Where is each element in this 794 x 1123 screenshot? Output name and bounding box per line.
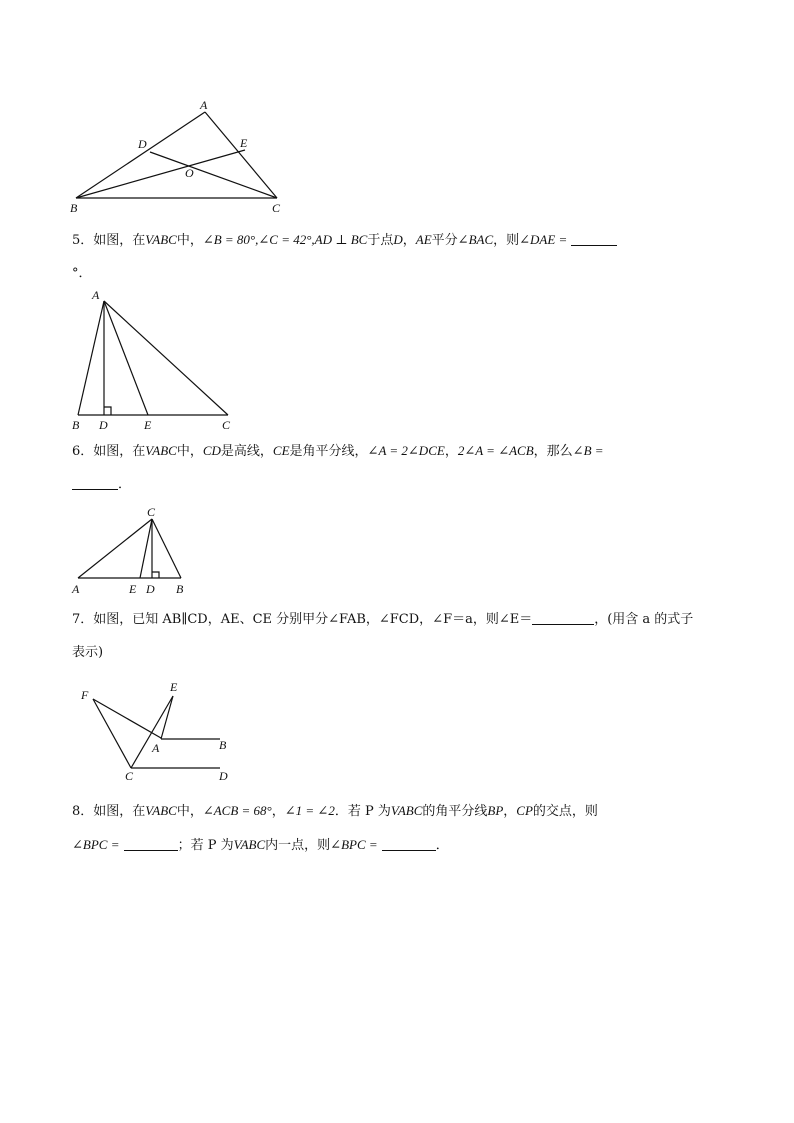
label-f: F	[81, 688, 89, 702]
q6-text: 是高线，	[220, 444, 273, 459]
label-a: A	[200, 98, 208, 112]
question-6-line-2	[72, 468, 724, 501]
label-c: C	[272, 201, 281, 215]
question-8	[72, 794, 724, 862]
q5-angle-bac: ∠BAC	[457, 232, 494, 247]
label-o: O	[185, 166, 194, 180]
q8-text: 的角平分线	[422, 804, 488, 819]
label-e: E	[170, 680, 178, 694]
q6-end: ．	[118, 477, 132, 492]
q6-text: 是角平分线，	[289, 444, 368, 459]
q8-text: 内一点，则	[265, 838, 331, 853]
question-6	[72, 434, 724, 501]
q5-degree: °．	[72, 266, 92, 281]
q8-text: ；若 P 为	[177, 838, 234, 853]
q8-end: ．	[435, 838, 449, 853]
label-d: D	[99, 418, 108, 432]
q8-math-1: ∠ACB = 68°	[202, 803, 272, 818]
label-b: B	[70, 201, 78, 215]
q8-math-2: ∠1 = ∠2	[284, 803, 335, 818]
q5-angle-dae: ∠DAE =	[519, 232, 568, 247]
label-a: A	[152, 741, 160, 755]
question-5-line-1	[72, 223, 724, 257]
q8-triangle: VABC	[233, 837, 266, 852]
label-e: E	[129, 582, 137, 596]
q5-math: ∠B = 80°,∠C = 42°,AD ⊥ BC	[202, 232, 368, 247]
q5-text: 5．如图，在	[72, 233, 146, 248]
q6-math-2: 2∠A = ∠ACB	[457, 443, 534, 458]
question-7	[72, 603, 724, 669]
label-b: B	[72, 418, 80, 432]
q7-text-end: ，(用含 a 的式子	[594, 612, 694, 627]
q8-triangle: VABC	[390, 803, 423, 818]
q5-text: 中，	[176, 233, 203, 248]
triangle-figure-abc-o	[60, 95, 300, 220]
answer-blank-q8-2[interactable]	[382, 838, 436, 851]
label-c: C	[147, 505, 156, 519]
answer-blank-q6[interactable]	[72, 477, 118, 490]
q8-cp: CP	[516, 803, 533, 818]
triangle-figure-q6	[70, 503, 200, 598]
q6-text: ，那么	[533, 444, 573, 459]
q5-ae: AE	[415, 232, 432, 247]
label-a: A	[72, 582, 80, 596]
question-8-line-1	[72, 794, 724, 828]
answer-blank-q7[interactable]	[532, 612, 594, 625]
label-b: B	[176, 582, 184, 596]
q8-text: ，	[271, 804, 285, 819]
question-7-line-1	[72, 603, 724, 636]
label-d: D	[146, 582, 155, 596]
answer-blank-q8-1[interactable]	[124, 838, 178, 851]
q8-math-3: ∠BPC =	[72, 837, 120, 852]
q8-text: ，	[503, 804, 517, 819]
label-b: B	[219, 738, 227, 752]
label-c: C	[125, 769, 134, 783]
q8-triangle: VABC	[145, 803, 177, 818]
question-6-line-1	[72, 434, 724, 468]
q8-bp: BP	[487, 803, 504, 818]
q8-text: 中，	[176, 804, 203, 819]
q7-text-line-2: 表示)	[72, 645, 104, 660]
q6-math-1: ∠A = 2∠DCE	[367, 443, 445, 458]
q5-text: 于点	[367, 233, 394, 248]
label-d: D	[138, 137, 147, 151]
q6-cd: CD	[202, 443, 221, 458]
q8-text: ．若 P 为	[334, 804, 391, 819]
question-5	[72, 223, 724, 290]
q8-math-4: ∠BPC =	[330, 837, 378, 852]
q5-point-d: D	[393, 232, 403, 247]
q6-ce: CE	[272, 443, 290, 458]
q6-text: 6．如图，在	[72, 444, 146, 459]
q5-text: ，	[402, 233, 416, 248]
label-a: A	[92, 288, 100, 302]
q6-math-3: ∠B =	[572, 443, 604, 458]
label-d: D	[219, 769, 228, 783]
q6-text: ，	[444, 444, 458, 459]
q5-triangle: VABC	[145, 232, 177, 247]
q8-text: 8．如图，在	[72, 804, 146, 819]
label-e: E	[144, 418, 152, 432]
q8-text: 的交点，则	[532, 804, 598, 819]
answer-blank-q5[interactable]	[571, 233, 617, 246]
triangle-figure-q5	[70, 285, 245, 433]
label-e: E	[240, 136, 248, 150]
label-c: C	[222, 418, 231, 432]
q6-triangle: VABC	[145, 443, 177, 458]
question-7-line-2	[72, 636, 724, 669]
q7-text: 7．如图，已知 AB∥CD，AE、CE 分别甲分∠FAB，∠FCD，∠F＝a，则∠E＝	[72, 612, 533, 627]
q6-text: 中，	[176, 444, 203, 459]
q5-text: 平分	[431, 233, 458, 248]
question-8-line-2	[72, 828, 724, 862]
q5-text: ，则	[493, 233, 520, 248]
parallel-lines-figure-q7	[75, 676, 240, 786]
